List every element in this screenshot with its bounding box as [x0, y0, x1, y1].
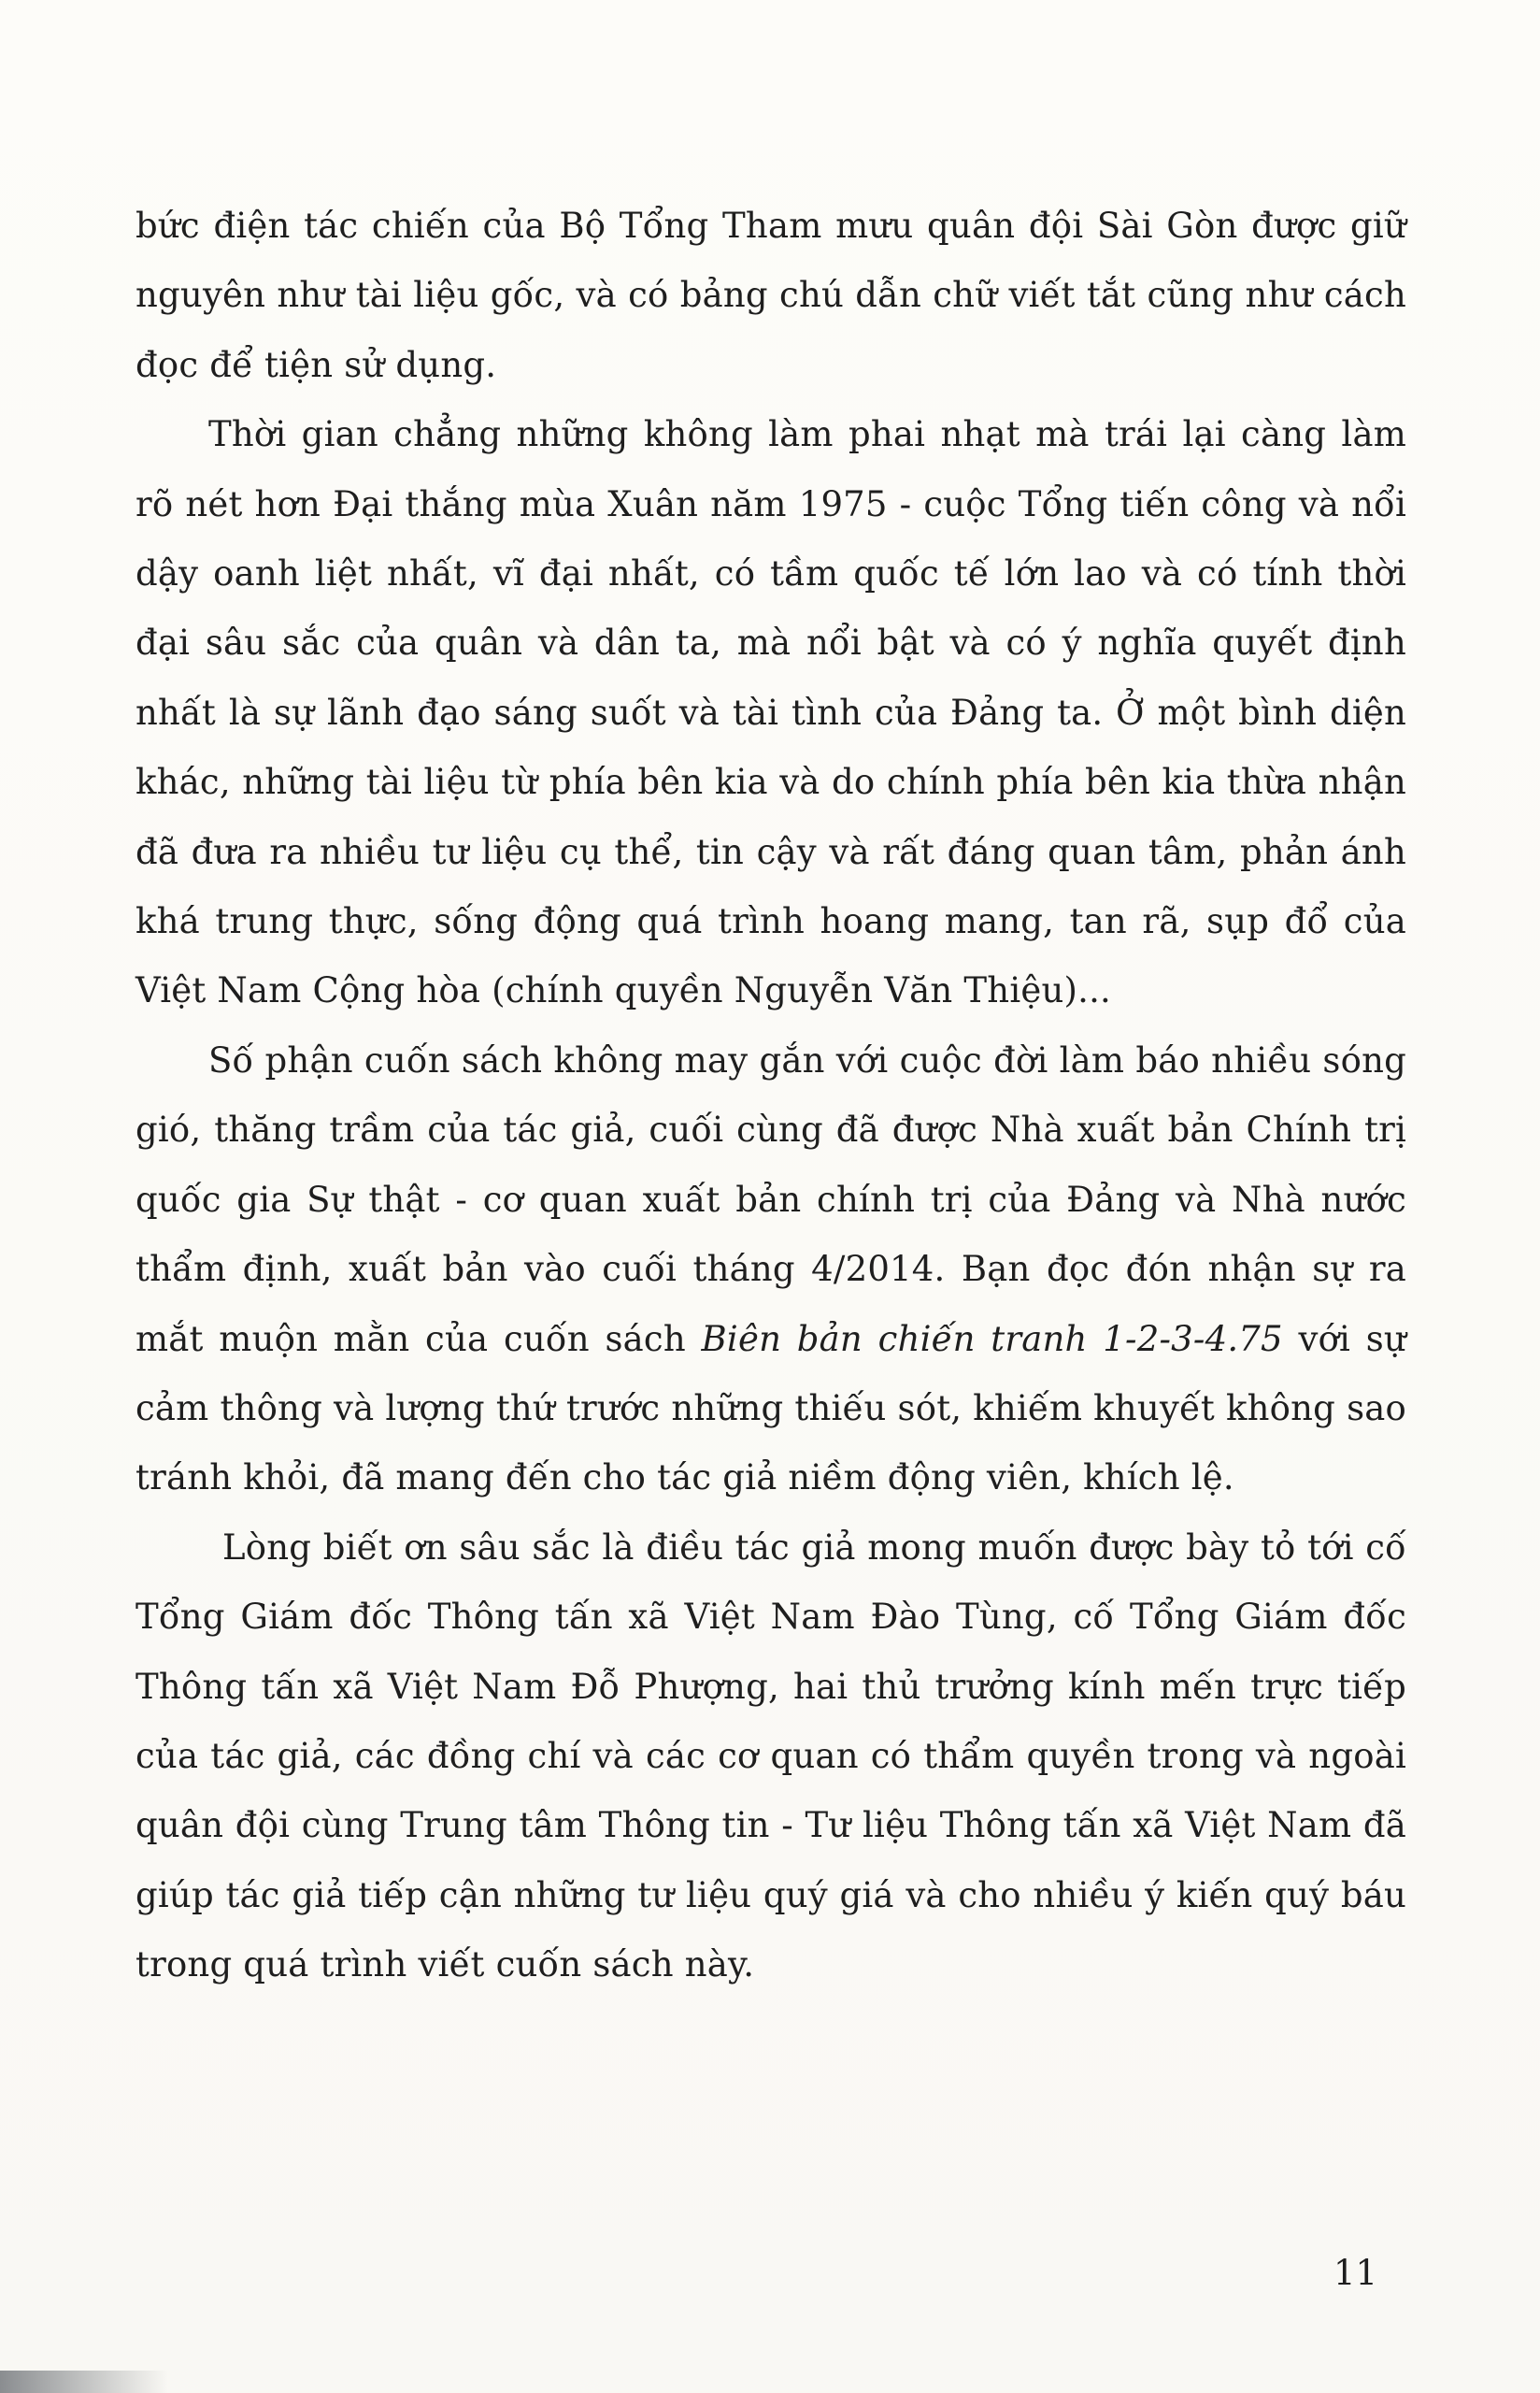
paragraph-2: Thời gian chẳng những không làm phai nhạt mà trái lại càng làm rõ nét hơn Đại thắng mùa Xuân năm 1975 - cuộc Tổng tiến công và nổi dậy oanh liệt nhất, vĩ đại nhất, có tầm quốc tế lớn lao và có tính thời đại sâu sắc của quân và dân ta, mà nổi bật và có ý nghĩa quyết định nhất là sự lãnh đạo sáng suốt và tài tình của Đảng ta. Ở một bình diện khác, những tài liệu từ phía bên kia và do chính phía bên kia thừa nhận đã đưa ra nhiều tư liệu cụ thể, tin cậy và rất đáng quan tâm, phản ánh khá trung thực, sống động quá trình hoang mang, tan rã, sụp đổ của Việt Nam Cộng hòa (chính quyền Nguyễn Văn Thiệu)...	[135, 414, 1406, 1011]
book-title-italic: Biên bản chiến tranh 1-2-3-4.75	[701, 1318, 1283, 1359]
page-body-text	[135, 192, 1406, 2000]
page-bottom-shadow	[0, 2371, 168, 2393]
paragraph-3-text-after: với sự cảm thông và lượng thứ trước những thiếu sót, khiếm khuyết không sao tránh khỏi, đã mang đến cho tác giả niềm động viên, khích lệ.	[135, 1318, 1406, 1498]
paragraph-3-text-before: Số phận cuốn sách không may gắn với cuộc đời làm báo nhiều sóng gió, thăng trầm của tác giả, cuối cùng đã được Nhà xuất bản Chính trị quốc gia Sự thật - cơ quan xuất bản chính trị của Đảng và Nhà nước thẩm định, xuất bản vào cuối tháng 4/2014. Bạn đọc đón nhận sự ra mắt muộn mằn của cuốn sách	[135, 1039, 1406, 1359]
paragraph-1: bức điện tác chiến của Bộ Tổng Tham mưu quân đội Sài Gòn được giữ nguyên như tài liệu gốc, và có bảng chú dẫn chữ viết tắt cũng như cách đọc để tiện sử dụng.	[135, 206, 1406, 385]
page-number: 11	[1333, 2253, 1378, 2293]
paragraph-3	[135, 1026, 1406, 1513]
paragraph-4: Lòng biết ơn sâu sắc là điều tác giả mong muốn được bày tỏ tới cố Tổng Giám đốc Thông tấn xã Việt Nam Đào Tùng, cố Tổng Giám đốc Thông tấn xã Việt Nam Đỗ Phượng, hai thủ trưởng kính mến trực tiếp của tác giả, các đồng chí và các cơ quan có thẩm quyền trong và ngoài quân đội cùng Trung tâm Thông tin - Tư liệu Thông tấn xã Việt Nam đã giúp tác giả tiếp cận những tư liệu quý giá và cho nhiều ý kiến quý báu trong quá trình viết cuốn sách này.	[135, 1526, 1406, 1985]
